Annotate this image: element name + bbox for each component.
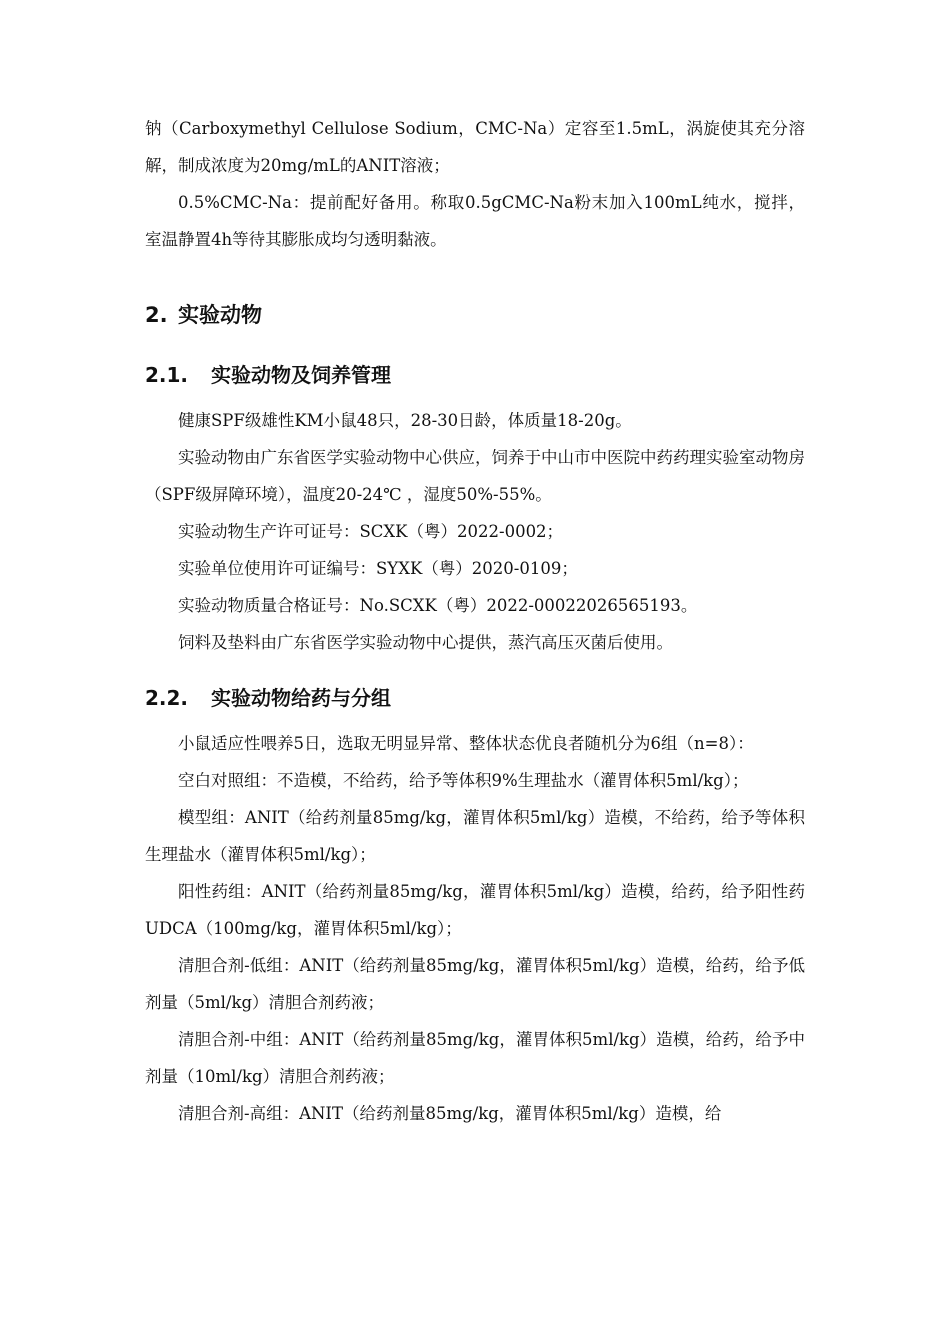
paragraph: 模型组：ANIT（给药剂量85mg/kg，灌胃体积5ml/kg）造模，不给药，给予等体积生理盐水（灌胃体积5ml/kg）； xyxy=(145,808,805,864)
paragraph: 清胆合剂-低组：ANIT（给药剂量85mg/kg，灌胃体积5ml/kg）造模，给药，给予低剂量（5ml/kg）清胆合剂药液； xyxy=(145,956,805,1012)
paragraph-cmc-na-continued: 钠（Carboxymethyl Cellulose Sodium，CMC-Na）定容至1.5mL，涡旋使其充分溶解，制成浓度为20mg/mL的ANIT溶液； xyxy=(145,119,805,175)
paragraph: 实验动物生产许可证号：SCXK（粤）2022-0002； xyxy=(178,522,564,541)
paragraph: 清胆合剂-高组：ANIT（给药剂量85mg/kg，灌胃体积5ml/kg）造模，给 xyxy=(178,1104,722,1123)
section-heading-2 xyxy=(145,300,805,330)
section-title: 实验动物 xyxy=(178,303,262,327)
paragraph: 实验动物质量合格证号：No.SCXK（粤）2022-00022026565193。 xyxy=(178,596,698,615)
section-number: 2.2. xyxy=(145,686,189,710)
section-number: 2. xyxy=(145,303,168,327)
paragraph-cmc-na-prep: 0.5%CMC-Na：提前配好备用。称取0.5gCMC-Na粉末加入100mL纯水，搅拌，室温静置4h等待其膨胀成均匀透明黏液。 xyxy=(145,193,805,249)
section-heading-2-1 xyxy=(145,360,805,390)
paragraph: 实验单位使用许可证编号：SYXK（粤）2020-0109； xyxy=(178,559,578,578)
paragraph: 实验动物由广东省医学实验动物中心供应，饲养于中山市中医院中药药理实验室动物房（SPF级屏障环境），温度20-24℃ ，湿度50%-55%。 xyxy=(145,448,805,504)
paragraph: 空白对照组：不造模，不给药，给予等体积9%生理盐水（灌胃体积5ml/kg）； xyxy=(178,771,749,790)
paragraph: 清胆合剂-中组：ANIT（给药剂量85mg/kg，灌胃体积5ml/kg）造模，给药，给予中剂量（10ml/kg）清胆合剂药液； xyxy=(145,1030,805,1086)
paragraph: 阳性药组：ANIT（给药剂量85mg/kg，灌胃体积5ml/kg）造模，给药，给予阳性药UDCA（100mg/kg，灌胃体积5ml/kg）； xyxy=(145,882,805,938)
paragraph: 饲料及垫料由广东省医学实验动物中心提供，蒸汽高压灭菌后使用。 xyxy=(178,633,673,652)
section-title: 实验动物及饲养管理 xyxy=(211,363,391,387)
paragraph: 健康SPF级雄性KM小鼠48只，28-30日龄，体质量18-20g。 xyxy=(178,411,632,430)
section-title: 实验动物给药与分组 xyxy=(211,686,391,710)
paragraph: 小鼠适应性喂养5日，选取无明显异常、整体状态优良者随机分为6组（n=8）： xyxy=(178,734,754,753)
section-heading-2-2 xyxy=(145,683,805,713)
section-number: 2.1. xyxy=(145,363,189,387)
document-page xyxy=(145,110,805,1132)
